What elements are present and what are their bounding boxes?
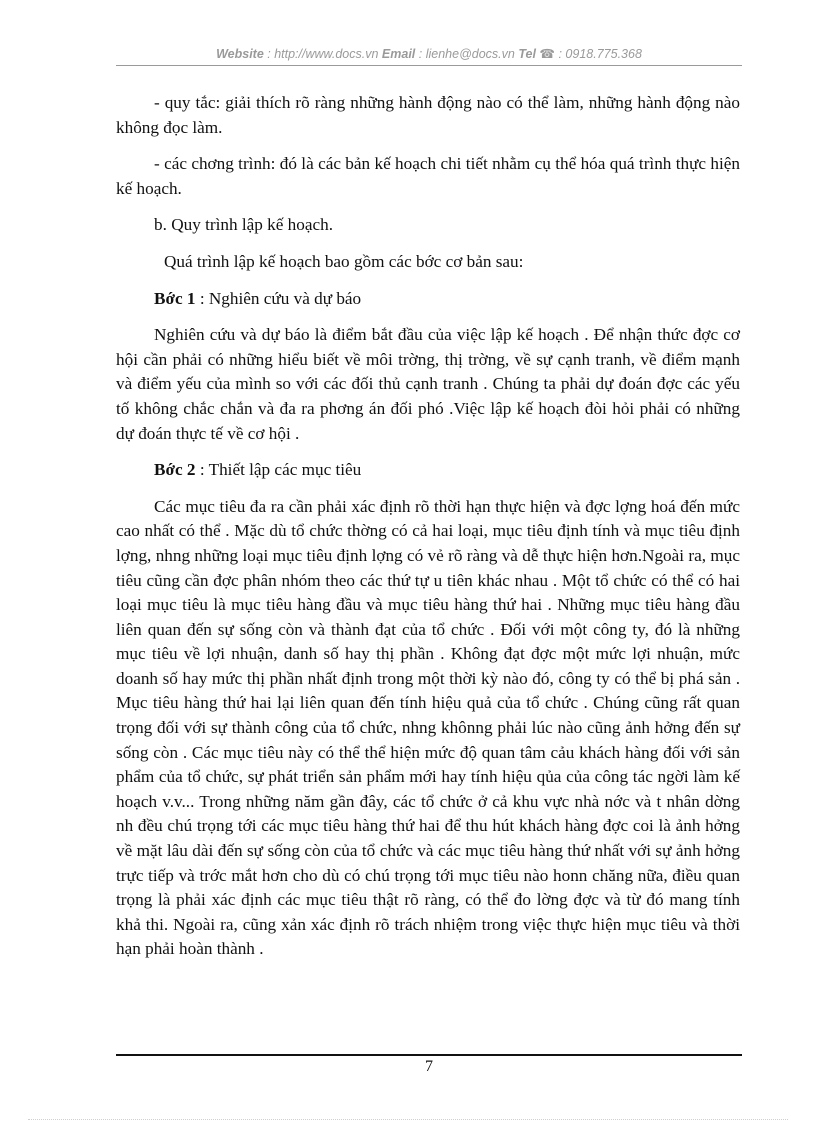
paragraph-rules: - quy tắc: giải thích rõ ràng những hành động nào có thể làm, những hành động nào không đọc làm. xyxy=(116,93,740,137)
page-bottom-border xyxy=(28,1119,788,1120)
website-label: Website xyxy=(216,47,264,61)
footer-divider xyxy=(116,1054,742,1056)
email-value: : lienhe@docs.vn xyxy=(418,47,515,61)
step-1-title: : Nghiên cứu và dự báo xyxy=(195,288,362,308)
tel-label: Tel xyxy=(518,47,536,61)
step-2-title: : Thiết lập các mục tiêu xyxy=(195,460,362,480)
page-header xyxy=(116,46,742,61)
tel-value: : 0918.775.368 xyxy=(558,47,642,61)
step-2-label: Bớc 2 xyxy=(154,460,196,480)
page-number: 7 xyxy=(425,1058,433,1075)
email-label: Email xyxy=(381,47,416,61)
paragraph-programs: - các chơng trình: đó là các bản kế hoạch chi tiết nhằm cụ thể hóa quá trình thực hiện kế hoạch. xyxy=(116,154,740,198)
phone-icon: ☎ xyxy=(539,47,555,61)
header-divider xyxy=(116,65,742,66)
step-2-heading xyxy=(116,458,740,483)
section-heading: b. Quy trình lập kế hoạch. xyxy=(154,215,333,235)
step-1-heading xyxy=(116,287,740,312)
step-1-label: Bớc 1 xyxy=(154,288,196,308)
website-value: : http://www.docs.vn xyxy=(267,47,379,61)
paragraph-objectives: Các mục tiêu đa ra cần phải xác định rõ thời hạn thực hiện và đợc lợng hoá đến mức cao nhất có thể . Mặc dù tổ chức thờng có cả hai loại, mục tiêu định tính và mục tiêu định lợng, nhng những loại mục tiêu định lợng có vẻ rõ ràng và dễ thực hiện hơn.Ngoài ra, mục tiêu cũng cần đợc phân nhóm theo các thứ tự u tiên khác nhau . Một tổ chức có thể có hai loại mục tiêu là mục tiêu hàng đầu và mục tiêu hàng thứ hai . Những mục tiêu hàng đầu liên quan đến sự sống còn và thành đạt của tổ chức . Đối với một công ty, đó là những mục tiêu về lợi nhuận, danh số hay thị phần . Không đạt đợc một mức lợi nhuận, mức doanh số hay mức thị phần nhất định trong một thời kỳ nào đó, công ty có thể bị phá sản . Mục tiêu hàng thứ hai lại liên quan đến tính hiệu quả của tổ chức . Chúng cũng rất quan trọng đối với sự thành công của tổ chức, nhng khônng phải lúc nào cũng ảnh hởng đến sự sống còn . Các mục tiêu này có thể thể hiện mức độ quan tâm cảu khách hàng đối với sản phẩm của tổ chức, sự phát triển sản phẩm mới hay tính hiệu qủa của công tác ngời làm kế hoạch v.v... Trong những năm gần đây, các tổ chức ở cả khu vực nhà nớc và t nhân dờng nh đều chú trọng tới các mục tiêu hàng thứ hai để thu hút khách hàng đợc coi là ảnh hởng về mặt lâu dài đến sự sống còn của tổ chức và các mục tiêu hàng thứ nhất với sự ảnh hởng trực tiếp và trớc mắt hơn cho dù có chú trọng tới mục tiêu nào honn chăng nữa, điều quan trọng là phải xác định các mục tiêu thật rõ ràng, có thể đo lờng đợc và từ đó mang tính khả thi. Ngoài ra, cũng xản xác định rõ trách nhiệm trong việc thực hiện mục tiêu và thời hạn phải hoàn thành . xyxy=(116,496,740,959)
document-body xyxy=(116,91,740,962)
process-intro: Quá trình lập kế hoạch bao gồm các bớc cơ bản sau: xyxy=(164,251,524,271)
paragraph-research: Nghiên cứu và dự báo là điểm bắt đầu của việc lập kế hoạch . Để nhận thức đợc cơ hội cần phải có những hiểu biết về môi trờng, thị trờng, về sự cạnh tranh, về điểm mạnh và điểm yếu của mình so với các đối thủ cạnh tranh . Chúng ta phải dự đoán đợc các yếu tố không chắc chắn và đa ra phơng án đối phó .Việc lập kế hoạch đòi hỏi phải có những dự đoán thực tế về cơ hội . xyxy=(116,325,740,443)
